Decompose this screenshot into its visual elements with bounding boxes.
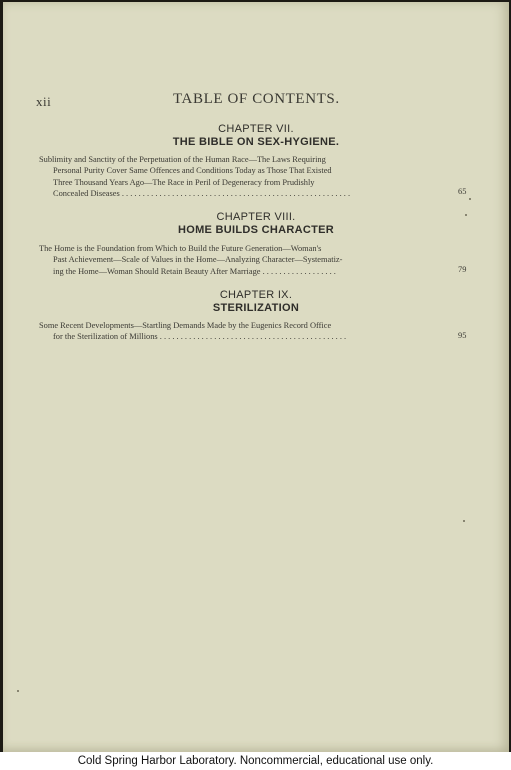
summary-line: Three Thousand Years Ago—The Race in Peril of Degeneracy from Prudishly	[53, 177, 315, 187]
paper-speck	[465, 214, 467, 216]
chapter-label: CHAPTER IX.	[219, 289, 293, 301]
paper-speck	[469, 198, 471, 200]
paper-speck	[17, 690, 19, 692]
copyright-footer: Cold Spring Harbor Laboratory. Noncommercial, educational use only.	[0, 752, 511, 770]
summary-line: ing the Home—Woman Should Retain Beauty After Marriage . . . . . . . . . . . . . . . . . .	[53, 266, 336, 276]
chapter-summary	[39, 154, 459, 199]
summary-line: Past Achievement—Scale of Values in the Home—Analyzing Character—Systematiz-	[53, 255, 343, 265]
chapter-title: HOME BUILDS CHARACTER	[177, 224, 335, 236]
page-reference: 65	[458, 187, 467, 196]
chapter-summary	[39, 320, 459, 343]
page-reference: 95	[458, 331, 467, 340]
page-reference: 79	[458, 265, 467, 274]
summary-line: Sublimity and Sanctity of the Perpetuation of the Human Race—The Laws Requiring	[39, 155, 326, 164]
chapter-label: CHAPTER VII.	[218, 123, 294, 135]
chapter-title: THE BIBLE ON SEX-HYGIENE.	[172, 136, 340, 148]
book-page	[3, 2, 509, 752]
summary-line: Concealed Diseases . . . . . . . . . . . . . . . . . . . . . . . . . . . . . . . . . . . . . . . . . . . . . . . . . . . . . . .	[53, 188, 351, 198]
chapter-title: STERILIZATION	[212, 302, 300, 314]
summary-line: The Home is the Foundation from Which to Build the Future Generation—Woman's	[39, 244, 322, 253]
chapter-label: CHAPTER VIII.	[216, 211, 296, 223]
page-number: xii	[36, 94, 52, 109]
summary-line: Personal Purity Cover Same Offences and Conditions Today as Those That Existed	[53, 166, 332, 176]
chapter-summary	[39, 243, 459, 277]
paper-speck	[463, 520, 465, 522]
summary-line: for the Sterilization of Millions . . . . . . . . . . . . . . . . . . . . . . . . . . . . . . . . . . . . . . . . . . . . .	[53, 332, 347, 342]
page-header: TABLE OF CONTENTS.	[173, 91, 340, 107]
summary-line: Some Recent Developments—Startling Demands Made by the Eugenics Record Office	[39, 321, 332, 330]
